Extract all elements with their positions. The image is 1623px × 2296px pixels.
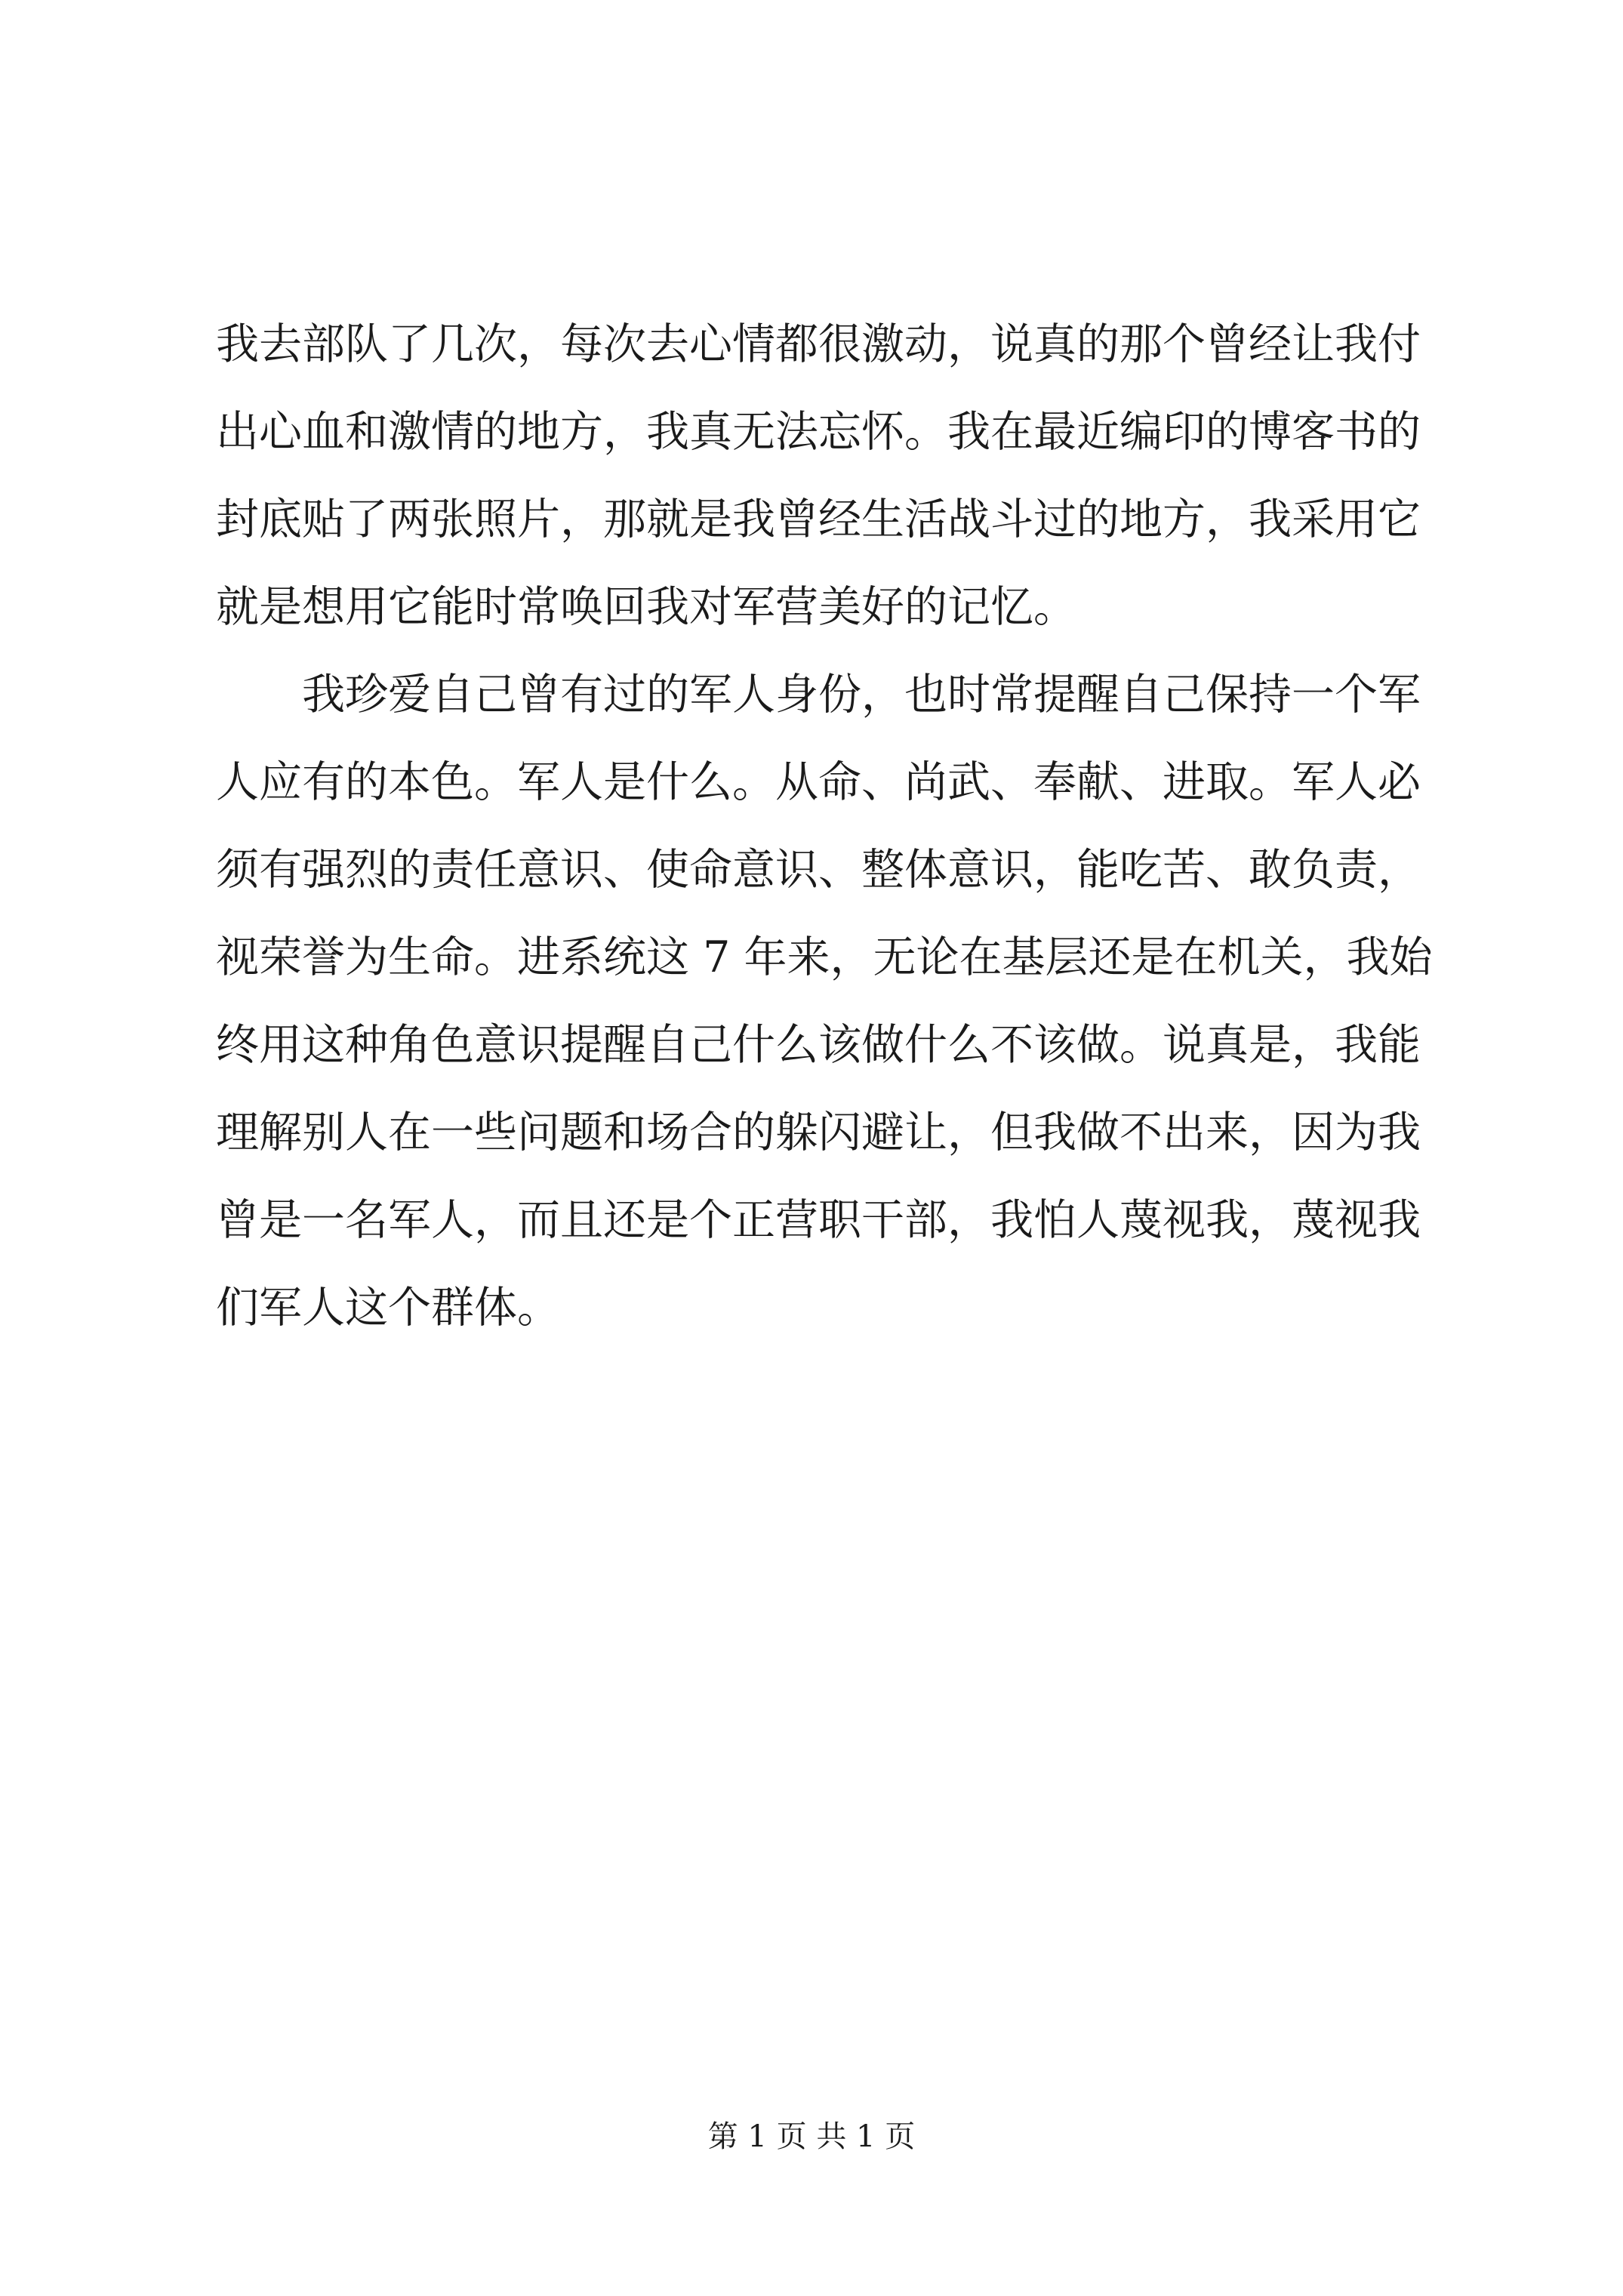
- paragraph-2-line-3: 须有强烈的责任意识、使命意识、整体意识，能吃苦、敢负责，: [216, 845, 1421, 895]
- paragraph-2-line-4: 视荣誉为生命。进系统这 7 年来，无论在基层还是在机关，我始: [216, 932, 1433, 982]
- page-number-label: 第 1 页 共 1 页: [707, 2119, 916, 2154]
- paragraph-1-line-3: 封底贴了两张照片，那就是我曾经生活战斗过的地方，我采用它: [216, 495, 1421, 544]
- paragraph-1-line-2: 出心血和激情的地方，我真无法忘怀。我在最近编印的博客书的: [216, 407, 1421, 457]
- paragraph-2-line-5: 终用这种角色意识提醒自己什么该做什么不该做。说真是，我能: [216, 1020, 1421, 1070]
- paragraph-2-line-6: 理解别人在一些问题和场合的躲闪避让，但我做不出来，因为我: [216, 1108, 1421, 1157]
- paragraph-2-line-2: 人应有的本色。军人是什么。从命、尚武、奉献、进取。军人必: [216, 757, 1421, 807]
- page-footer: [0, 2114, 1623, 2159]
- paragraph-2-line-8: 们军人这个群体。: [216, 1283, 560, 1333]
- paragraph-1-line-1: 我去部队了几次，每次去心情都很激动，说真的那个曾经让我付: [216, 319, 1421, 369]
- paragraph-2-line-7: 曾是一名军人，而且还是个正营职干部，我怕人蔑视我，蔑视我: [216, 1195, 1421, 1245]
- paragraph-2-line-1: 我珍爱自己曾有过的军人身份，也时常提醒自己保持一个军: [302, 670, 1421, 720]
- paragraph-1-line-4: 就是想用它能时常唤回我对军营美好的记忆。: [216, 582, 1076, 632]
- body-text: [216, 300, 1433, 1351]
